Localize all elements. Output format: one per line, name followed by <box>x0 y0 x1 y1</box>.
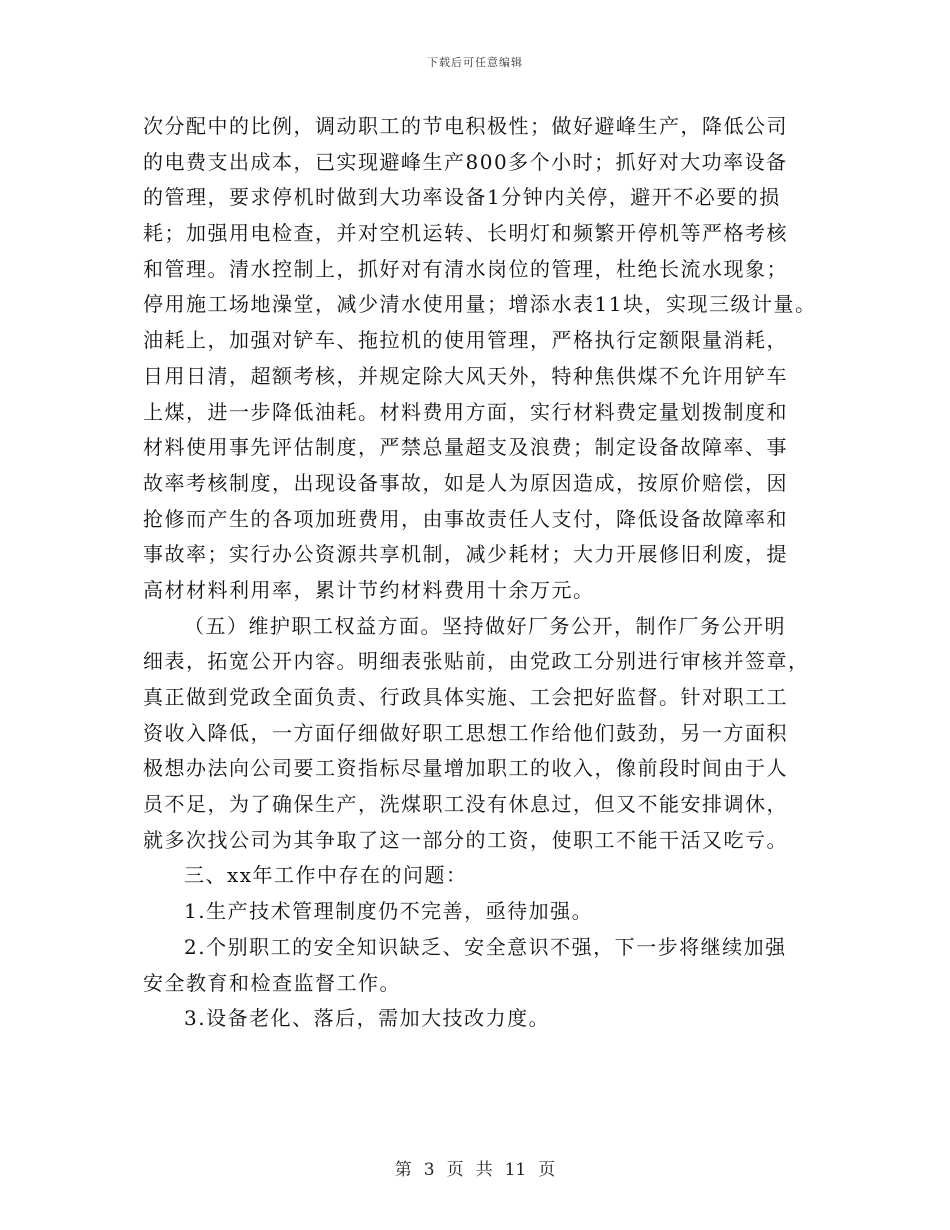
paragraph-line: 故率考核制度，出现设备事故，如是人为原因造成，按原价赔偿，因 <box>143 470 788 495</box>
paragraph-line: 资收入降低，一方面仔细做好职工思想工作给他们鼓劲，另一方面积 <box>143 720 788 745</box>
paragraph-line: 事故率；实行办公资源共享机制，减少耗材；大力开展修旧利废，提 <box>143 542 788 567</box>
total-pages: 11 <box>504 1160 527 1180</box>
paragraph-line: （五）维护职工权益方面。坚持做好厂务公开，制作厂务公开明 <box>184 613 786 638</box>
page-label-suffix: 页 <box>538 1160 556 1180</box>
paragraph-line: 停用施工场地澡堂，减少清水使用量；增添水表11块，实现三级计量。 <box>143 292 817 317</box>
list-item: 2.个别职工的安全知识缺乏、安全意识不强，下一步将继续加强 <box>184 934 787 959</box>
list-item: 1.生产技术管理制度仍不完善，亟待加强。 <box>184 899 594 924</box>
paragraph-line: 细表，拓宽公开内容。明细表张贴前，由党政工分别进行审核并签章， <box>143 649 810 674</box>
paragraph-line: 就多次找公司为其争取了这一部分的工资，使职工不能干活又吃亏。 <box>143 827 788 852</box>
paragraph-line: 和管理。清水控制上，抓好对有清水岗位的管理，杜绝长流水现象； <box>143 256 788 281</box>
list-item: 3.设备老化、落后，需加大技改力度。 <box>184 1006 551 1031</box>
paragraph-line: 极想办法向公司要工资指标尽量增加职工的收入，像前段时间由于人 <box>143 756 788 781</box>
paragraph-line: 油耗上，加强对铲车、拖拉机的使用管理，严格执行定额限量消耗， <box>143 328 788 353</box>
paragraph-line: 材料使用事先评估制度，严禁总量超支及浪费；制定设备故障率、事 <box>143 435 788 460</box>
paragraph-line: 真正做到党政全面负责、行政具体实施、工会把好监督。针对职工工 <box>143 685 788 709</box>
section-heading: 三、xx年工作中存在的问题： <box>184 863 468 888</box>
page-label-prefix: 第 <box>394 1160 412 1180</box>
paragraph-line: 抢修而产生的各项加班费用，由事故责任人支付，降低设备故障率和 <box>143 506 788 531</box>
page-number: 3 <box>423 1160 435 1180</box>
paragraph-line: 员不足，为了确保生产，洗煤职工没有休息过，但又不能安排调休， <box>143 792 788 817</box>
paragraph-line: 上煤，进一步降低油耗。材料费用方面，实行材料费定量划拨制度和 <box>143 399 788 424</box>
paragraph-line: 耗；加强用电检查，并对空机运转、长明灯和频繁开停机等严格考核 <box>143 221 788 246</box>
paragraph-line: 次分配中的比例，调动职工的节电积极性；做好避峰生产，降低公司 <box>143 114 788 138</box>
document-body <box>143 109 823 1037</box>
paragraph-line: 日用日清，超额考核，并规定除大风天外，特种焦供煤不允许用铲车 <box>143 363 788 388</box>
total-label: 共 <box>475 1160 493 1180</box>
page-label-mid: 页 <box>446 1160 464 1180</box>
page-header: 下载后可任意编辑 <box>427 56 523 69</box>
page-footer <box>0 1155 950 1180</box>
list-item-continuation: 安全教育和检查监督工作。 <box>143 970 401 995</box>
paragraph-line: 高材材料利用率，累计节约材料费用十余万元。 <box>143 577 595 602</box>
paragraph-line: 的电费支出成本，已实现避峰生产800多个小时；抓好对大功率设备 <box>143 149 788 174</box>
paragraph-line: 的管理，要求停机时做到大功率设备1分钟内关停，避开不必要的损 <box>143 185 781 210</box>
